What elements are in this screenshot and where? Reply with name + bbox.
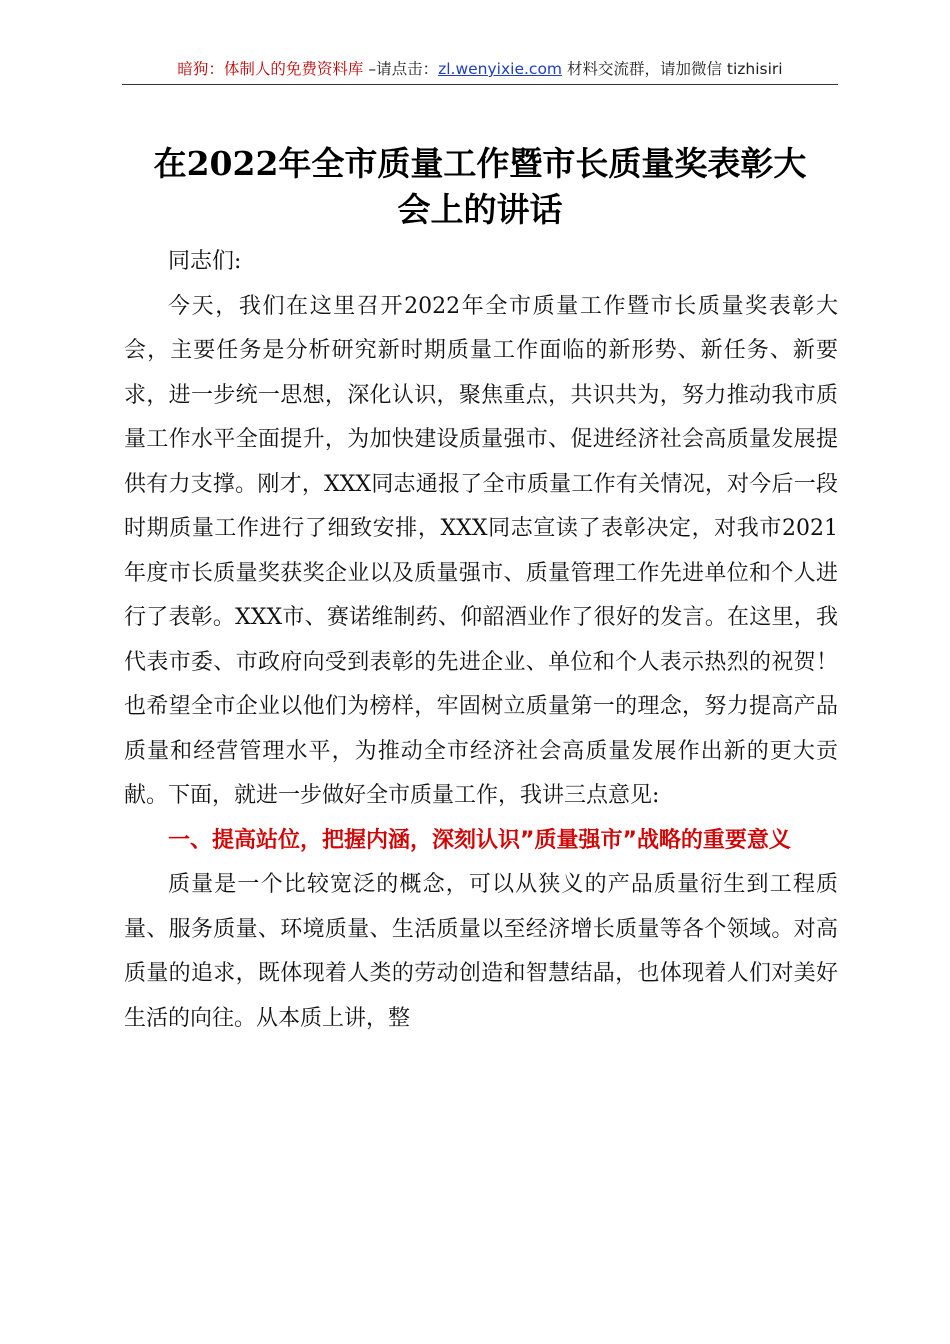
paragraph-1: 今天，我们在这里召开2022年全市质量工作暨市长质量奖表彰大会，主要任务是分析研究新时期质量工作面临的新形势、新任务、新要求，进一步统一思想，深化认识，聚焦重点，共识共为，努力推动我市质量工作水平全面提升，为加快建设质量强市、促进经济社会高质量发展提供有力支撑。刚才，XXX同志通报了全市质量工作有关情况，对今后一段时期质量工作进行了细致安排，XXX同志宣读了表彰决定，对我市2021年度市长质量奖获奖企业以及质量强市、质量管理工作先进单位和个人进行了表彰。XXX市、赛诺维制药、仰韶酒业作了很好的发言。在这里，我代表市委、市政府向受到表彰的先进企业、单位和个人表示热烈的祝贺！也希望全市企业以他们为榜样，牢固树立质量第一的理念，努力提高产品质量和经营管理水平，为推动全市经济社会高质量发展作出新的更大贡献。下面，就进一步做好全市质量工作，我讲三点意见: (124, 293, 838, 808)
title-line-2: 会上的讲话 (397, 190, 563, 229)
salutation: 同志们: (168, 249, 242, 274)
header-site-name: 暗狗：体制人的免费资料库 (177, 60, 364, 78)
document-body (124, 240, 838, 1041)
document-title (110, 141, 850, 233)
header-contact: 材料交流群，请加微信 tizhisiri (562, 60, 783, 78)
section-heading-1: 一、提高站位，把握内涵，深刻认识”质量强市”战略的重要意义 (168, 827, 791, 853)
page-header (122, 58, 838, 85)
header-link[interactable]: zl.wenyixie.com (438, 60, 563, 78)
header-prompt: –请点击： (363, 60, 439, 78)
paragraph-2: 质量是一个比较宽泛的概念，可以从狭义的产品质量衍生到工程质量、服务质量、环境质量、生活质量以至经济增长质量等各个领域。对高质量的追求，既体现着人类的劳动创造和智慧结晶，也体现着人们对美好生活的向往。从本质上讲，整 (124, 872, 838, 1031)
title-line-1: 在2022年全市质量工作暨市长质量奖表彰大 (153, 144, 807, 183)
